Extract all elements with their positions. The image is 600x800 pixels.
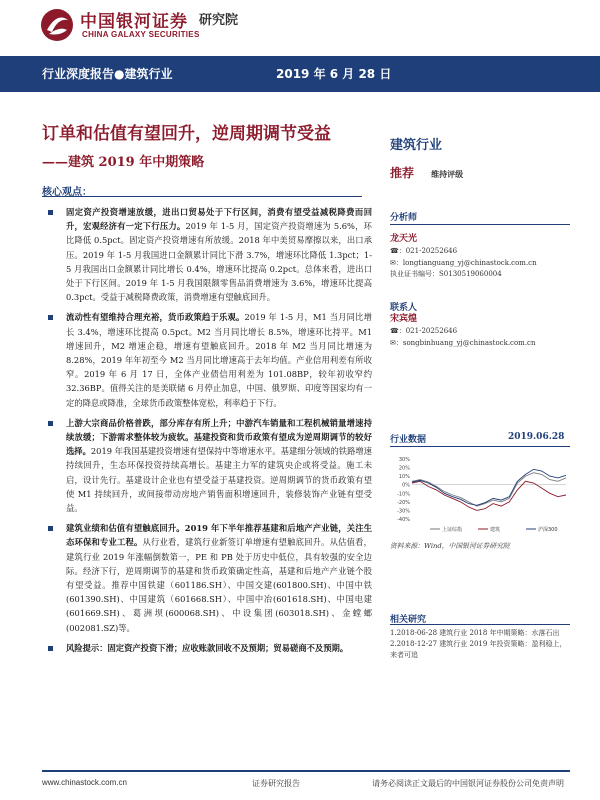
contact-email[interactable]: ✉：songbinhuang_yj@chinastock.com.cn xyxy=(390,338,536,347)
legend-label: 建筑 xyxy=(490,527,501,533)
core-views-label: 核心观点： xyxy=(42,187,92,198)
y-tick-label: -40% xyxy=(397,517,410,523)
report-type: 行业深度报告●建筑行业 xyxy=(42,67,173,81)
footer-divider xyxy=(42,770,570,772)
list-item xyxy=(42,521,372,635)
contact-heading: 联系人 xyxy=(390,303,418,313)
legend-label: 沪深300 xyxy=(538,527,558,533)
y-tick-label: 10% xyxy=(398,474,410,481)
related-item[interactable]: 1.2018-06-28 建筑行业 2018 年中期策略：水落石出 xyxy=(390,629,560,637)
analyst-phone: ☎：021-20252646 xyxy=(390,247,458,255)
related-heading: 相关研究 xyxy=(390,615,427,625)
legend-label: 上证综指 xyxy=(442,527,463,533)
rating-note: 维持评级 xyxy=(431,170,464,179)
contact-name: 宋宾煌 xyxy=(390,314,418,324)
rating-block xyxy=(390,162,463,181)
y-tick-label: -10% xyxy=(397,491,410,498)
bullet-icon xyxy=(48,526,53,531)
analyst-info xyxy=(390,232,537,281)
bullet-text: 2019 年 1-5 月，国定资产投资增速为 5.6%，环比降低 0.5pct。固定资产投资增速有所放缓。2018 年中美贸易摩擦以来，出口承压。2019 年 1-5 月我国进口金额累计同比下滑 3.7%，增速环比降低 1.3pct；1-5 月我国出口金额累计同比增长 0.4%，增速环比提高 0.2pct。总体来看，进出口处于下行区间。2019 年 1-5 月我国限额零售品消费增速为 3.6%，增速环比提高 0.3pct。受益于减税降费政策，消费增速有望触底回升。 xyxy=(66,221,372,303)
logo-institute: 研究院 xyxy=(199,13,239,28)
list-item xyxy=(42,310,372,409)
y-tick-label: 0% xyxy=(402,482,410,489)
core-views-list xyxy=(42,205,372,661)
related-list xyxy=(390,628,570,661)
bullet-bold: 固定资产投资增速放缓，进出口贸易处于下行区间，消费有望受益减税降费而回升，宏观经济有一定下行压力。 xyxy=(66,207,372,232)
bullet-bold: 建筑业绩和估值有望触底回升。2019 年下半年推荐基建和后地产产业链，关注生态环保和专业工程。 xyxy=(66,523,372,548)
logo-english-name: CHINA GALAXY SECURITIES xyxy=(82,30,200,39)
report-header xyxy=(0,0,600,52)
bullet-text: 从行业看，建筑行业新签订单增速有望触底回升。从估值看，建筑行业 2019 年涨幅倒数第一，PE 和 PB 处于历史中低位，具有较强的安全边际。经济下行，逆周期调节的基建和货币政策确定性高，基建和后地产产业链个股有望受益。推荐中国铁建（601186.SH）、中国交建(601800.SH)、中国中铁(601390.SH)、中国建筑（601668.SH）、中国中冶(601618.SH)、中国电建(601669.SH)、葛洲坝(600068.SH)、中设集团(603018.SH)、金螳螂(002081.SZ)等。 xyxy=(66,537,372,633)
chart-date: 2019.06.28 xyxy=(508,432,565,442)
galaxy-logo-icon xyxy=(40,8,74,42)
y-tick-label: -20% xyxy=(397,499,410,506)
bullet-icon xyxy=(48,421,53,426)
rating-value: 推荐 xyxy=(390,166,415,180)
report-title xyxy=(42,121,352,176)
footer-website[interactable]: www.chinastock.com.cn xyxy=(42,778,127,787)
bullet-text: 2019 年我国基建投资增速有望保持中等增速水平。基建细分领域的铁路增速持续回升，生态环保投资持续高增长。基建主力军的建筑央企或将受益。施工未启，设计先行。基建设计企业也有望受益于基建投资。逆周期调节的货币政策有望使 M1 持续回升，或间接带动房地产销售面积增速回升，装修装饰产业链有望受益。 xyxy=(66,446,372,514)
bullet-icon xyxy=(48,210,53,215)
y-tick-label: -30% xyxy=(397,508,410,515)
bullet-text: 2019 年 1-5 月，M1 当月同比增长 3.4%，增速环比提高 0.5pct。M2 当月同比增长 8.5%，增速环比持平。M1 增速回升，M2 增速企稳，增速有望触底回升。2018 年 M2 当月同比增速为 8.28%，2019 年年初至今 M2 当月同比增速高于去年均值。产业信用利差有所收窄。2019 年 6 月 17 日，全体产业债信用利差为 101.08BP，较年初收窄约 32.36BP。值得关注的是美联储 6 月停止加息，中国、俄罗斯、印度等国家均有一定的降息或降准，全球货币政策整体宽松，利率趋于下行。 xyxy=(66,312,372,408)
chart-source: 资料来源：Wind，中国银河证券研究院 xyxy=(390,542,510,550)
footer-disclaimer: 请务必阅读正文最后的中国银河证券股份公司免责声明 xyxy=(372,779,564,788)
report-banner xyxy=(0,56,600,92)
divider xyxy=(390,224,570,225)
y-tick-label: 30% xyxy=(398,457,410,463)
list-item xyxy=(42,205,372,304)
analyst-email[interactable]: ✉：longtianguang_yj@chinastock.com.cn xyxy=(390,258,537,267)
list-item xyxy=(42,416,372,515)
logo-company-name: 中国银河证券 xyxy=(80,12,188,32)
bullet-bold: 上游大宗商品价格普跌，部分库存有所上升；中游汽车销量和工程机械销量增速持续放缓；下游需求整体较为疲软。基建投资和货币政策有望成为逆周期调节的较好选择。 xyxy=(66,417,372,457)
analyst-heading: 分析师 xyxy=(390,213,418,223)
divider xyxy=(390,446,570,447)
title-main: 订单和估值有望回升，逆周期调节受益 xyxy=(42,124,331,144)
title-sub: ——建筑 2019 年中期策略 xyxy=(42,155,205,170)
bullet-bold: 风险提示：固定资产投资下滑；应收账款回收不及预期；贸易磋商不及预期。 xyxy=(66,642,349,653)
industry-name: 建筑行业 xyxy=(390,138,443,153)
divider xyxy=(42,196,362,197)
industry-chart xyxy=(390,455,570,535)
bullet-bold: 流动性有望维持合理充裕，货币政策趋于乐观。 xyxy=(66,312,245,323)
bullet-icon xyxy=(48,646,53,651)
contact-phone: ☎：021-20252646 xyxy=(390,327,458,335)
divider xyxy=(390,624,570,625)
related-item[interactable]: 2.2018-12-27 建筑行业 2019 年投资策略：盈利稳上，来者可追 xyxy=(390,640,567,659)
analyst-license: 执业证书编号：S0130519060004 xyxy=(390,270,502,278)
y-tick-label: 20% xyxy=(398,465,410,472)
footer-label: 证券研究报告 xyxy=(252,779,300,788)
bullet-icon xyxy=(48,315,53,320)
contact-info xyxy=(390,312,535,349)
analyst-name: 龙天光 xyxy=(390,234,418,244)
list-item xyxy=(42,641,372,655)
chart-heading: 行业数据 xyxy=(390,435,427,445)
report-date: 2019 年 6 月 28 日 xyxy=(276,67,392,81)
